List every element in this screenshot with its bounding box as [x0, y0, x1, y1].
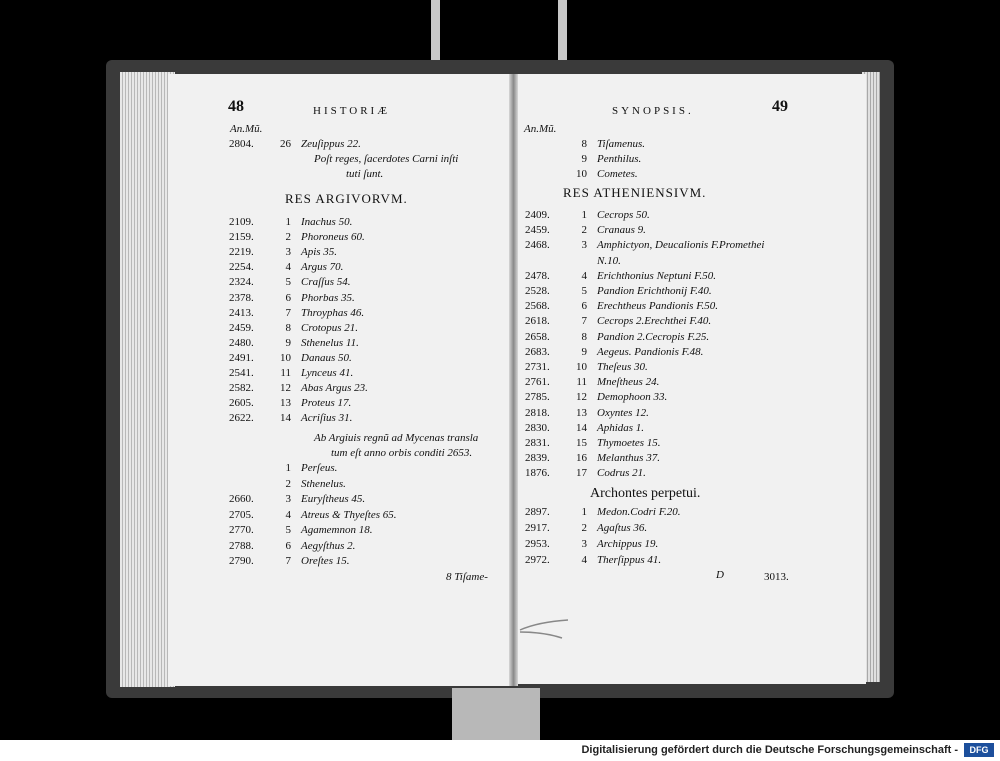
number-cell: 1: [285, 216, 291, 228]
year-cell: 2785.: [525, 391, 550, 404]
name-cell: Aegyſthus 2.: [301, 539, 356, 552]
year-cell: 2818.: [525, 406, 550, 419]
year-cell: 2972.: [525, 554, 550, 566]
book-stand-bottom: [452, 688, 540, 740]
name-cell: Thymoetes 15.: [597, 437, 661, 449]
year-cell: 2491.: [229, 351, 254, 364]
signature-mark: D: [716, 569, 724, 581]
year-cell: 2478.: [525, 269, 550, 282]
number-cell: 1: [581, 209, 587, 221]
year-cell: 2897.: [525, 506, 550, 518]
name-cell: Erechtheus Pandionis F.50.: [597, 300, 718, 313]
name-cell: Danaus 50.: [301, 351, 352, 364]
name-cell: Cranaus 9.: [597, 224, 646, 237]
number-cell: 1: [581, 506, 587, 518]
name-cell: Apis 35.: [301, 246, 338, 259]
number-cell: 9: [285, 336, 291, 349]
name-cell: Codrus 21.: [597, 467, 646, 480]
name-cell: Cometes.: [597, 168, 638, 180]
number-cell: 2: [285, 231, 291, 244]
year-cell: 2468.: [525, 239, 550, 252]
name-cell: Erichthonius Neptuni F.50.: [597, 269, 716, 282]
number-cell: 7: [285, 306, 291, 319]
year-cell: 1876.: [525, 467, 550, 480]
name-cell: Inachus 50.: [301, 216, 353, 228]
name-cell: tuti ſunt.: [346, 168, 384, 180]
name-cell: Demophoon 33.: [597, 391, 668, 404]
number-cell: 2: [581, 522, 587, 534]
name-cell: Agaſtus 36.: [597, 522, 648, 534]
year-cell: 2254.: [229, 261, 254, 274]
name-cell: Penthilus.: [597, 153, 642, 165]
number-cell: 4: [285, 508, 291, 521]
year-cell: 2831.: [525, 437, 550, 449]
section-title: RES ATHENIENSIVM.: [563, 185, 707, 200]
credit-text: Digitalisierung gefördert durch die Deutsche Forschungsgemeinschaft -: [581, 744, 958, 756]
name-cell: Cecrops 2.Erechthei F.40.: [597, 315, 712, 328]
number-cell: 8: [285, 321, 291, 334]
year-cell: 2413.: [229, 306, 254, 319]
year-cell: 2378.: [229, 291, 254, 304]
name-cell: Perſeus.: [301, 462, 338, 474]
number-cell: 9: [581, 345, 587, 358]
page-number: 49: [772, 98, 788, 115]
number-cell: 11: [576, 376, 587, 389]
year-cell: 2917.: [525, 522, 550, 534]
year-cell: 2622.: [229, 412, 254, 425]
number-cell: 26: [280, 138, 291, 150]
name-cell: Oreſtes 15.: [301, 555, 350, 567]
number-cell: 12: [576, 391, 587, 404]
name-cell: Zeuſippus 22.: [301, 138, 361, 150]
year-cell: 2658.: [525, 330, 550, 343]
number-cell: 6: [581, 300, 587, 313]
name-cell: Atreus & Thyeſtes 65.: [301, 508, 397, 521]
name-cell: Proteus 17.: [301, 397, 352, 410]
number-cell: 6: [285, 539, 291, 552]
number-cell: 10: [280, 351, 291, 364]
running-head: HISTORIÆ: [313, 105, 390, 117]
number-cell: 6: [285, 291, 291, 304]
year-cell: 2788.: [229, 539, 254, 552]
year-cell: 2459.: [525, 224, 550, 237]
catchword: 3013.: [764, 571, 789, 583]
number-cell: 13: [576, 406, 587, 419]
name-cell: Oxyntes 12.: [597, 406, 649, 419]
number-cell: 8: [581, 330, 587, 343]
name-cell: Sthenelus.: [301, 477, 346, 490]
name-cell: Phoroneus 60.: [301, 231, 365, 244]
number-cell: 5: [581, 285, 587, 297]
year-cell: 2660.: [229, 493, 254, 505]
number-cell: 15: [576, 437, 587, 449]
name-cell: Abas Argus 23.: [301, 382, 368, 395]
credit-bar: [0, 740, 1000, 761]
name-cell: Tiſamenus.: [597, 138, 645, 150]
name-cell: Cecrops 50.: [597, 209, 650, 221]
right-page: [516, 74, 866, 684]
year-cell: 2605.: [229, 397, 254, 410]
year-cell: 2731.: [525, 361, 550, 373]
number-cell: 16: [576, 452, 587, 465]
number-cell: 4: [581, 554, 587, 566]
year-cell: 2528.: [525, 285, 550, 297]
year-cell: 2790.: [229, 555, 254, 567]
number-cell: 2: [285, 477, 291, 490]
name-cell: Throyphas 46.: [301, 306, 365, 319]
year-cell: 2761.: [525, 376, 550, 389]
dfg-logo: DFG: [964, 743, 994, 757]
year-cell: 2541.: [229, 367, 254, 379]
number-cell: 10: [576, 168, 587, 180]
name-cell: Archippus 19.: [597, 538, 659, 550]
number-cell: 5: [285, 524, 291, 536]
name-cell: Sthenelus 11.: [301, 336, 359, 349]
year-cell: 2705.: [229, 508, 254, 521]
number-cell: 5: [285, 276, 291, 289]
name-cell: N.10.: [597, 254, 621, 267]
name-cell: Acriſius 31.: [301, 412, 353, 425]
number-cell: 4: [285, 261, 291, 274]
name-cell: Amphictyon, Deucalionis F.Promethei: [597, 239, 765, 252]
number-cell: 13: [280, 397, 291, 410]
year-cell: 2953.: [525, 538, 550, 550]
year-cell: 2839.: [525, 452, 550, 465]
name-cell: Poſt reges, ſacerdotes Carni inſti: [314, 153, 459, 165]
year-cell: 2582.: [229, 382, 254, 395]
number-cell: 17: [576, 467, 587, 480]
name-cell: Euryſtheus 45.: [301, 493, 366, 505]
number-cell: 14: [576, 421, 587, 434]
number-cell: 3: [285, 493, 291, 505]
year-cell: 2159.: [229, 231, 254, 244]
number-cell: 4: [581, 269, 587, 282]
number-cell: 8: [581, 138, 587, 150]
name-cell: Mneſtheus 24.: [597, 376, 660, 389]
column-header: An.Mũ.: [230, 123, 263, 135]
running-head: SYNOPSIS.: [612, 105, 694, 117]
column-header: An.Mũ.: [524, 123, 557, 135]
number-cell: 1: [285, 462, 291, 474]
year-cell: 2409.: [525, 209, 550, 221]
name-cell: Theſeus 30.: [597, 361, 648, 373]
year-cell: 2618.: [525, 315, 550, 328]
number-cell: 11: [280, 367, 291, 379]
name-cell: Aegeus. Pandionis F.48.: [597, 345, 704, 358]
number-cell: 3: [581, 538, 587, 550]
name-cell: Lynceus 41.: [301, 367, 354, 379]
name-cell: Pandion 2.Cecropis F.25.: [597, 330, 710, 343]
catchword: 8 Tiſame-: [446, 571, 488, 583]
number-cell: 3: [285, 246, 291, 259]
page-edges-left: [120, 72, 175, 687]
name-cell: Therſippus 41.: [597, 554, 662, 566]
name-cell: Craſſus 54.: [301, 276, 351, 289]
number-cell: 2: [581, 224, 587, 237]
number-cell: 14: [280, 412, 291, 425]
page-number: 48: [228, 98, 244, 115]
bookmark-thread: [518, 618, 570, 640]
number-cell: 7: [285, 555, 291, 567]
year-cell: 2109.: [229, 216, 254, 228]
number-cell: 3: [581, 239, 587, 252]
subsection-title: Archontes perpetui.: [590, 486, 701, 501]
name-cell: Pandion Erichthonij F.40.: [597, 285, 712, 297]
name-cell: Medon.Codri F.20.: [597, 506, 681, 518]
year-cell: 2459.: [229, 321, 254, 334]
year-cell: 2770.: [229, 524, 254, 536]
name-cell: Aphidas 1.: [597, 421, 645, 434]
year-cell: 2480.: [229, 336, 254, 349]
book-gutter: [509, 74, 518, 686]
number-cell: 12: [280, 382, 291, 395]
number-cell: 7: [581, 315, 587, 328]
year-cell: 2804.: [229, 138, 254, 150]
name-cell: Agamemnon 18.: [301, 524, 373, 536]
name-cell: Argus 70.: [301, 261, 344, 274]
year-cell: 2683.: [525, 345, 550, 358]
year-cell: 2219.: [229, 246, 254, 259]
name-cell: Phorbas 35.: [301, 291, 355, 304]
year-cell: 2568.: [525, 300, 550, 313]
name-cell: Crotopus 21.: [301, 321, 359, 334]
name-cell: Melanthus 37.: [597, 452, 660, 465]
year-cell: 2324.: [229, 276, 254, 289]
number-cell: 10: [576, 361, 587, 373]
note-line: tum eſt anno orbis conditi 2653.: [331, 447, 473, 459]
year-cell: 2830.: [525, 421, 550, 434]
note-line: Ab Argiuis regnũ ad Mycenas transla: [314, 432, 479, 444]
section-title: RES ARGIVORVM.: [285, 191, 408, 206]
number-cell: 9: [581, 153, 587, 165]
